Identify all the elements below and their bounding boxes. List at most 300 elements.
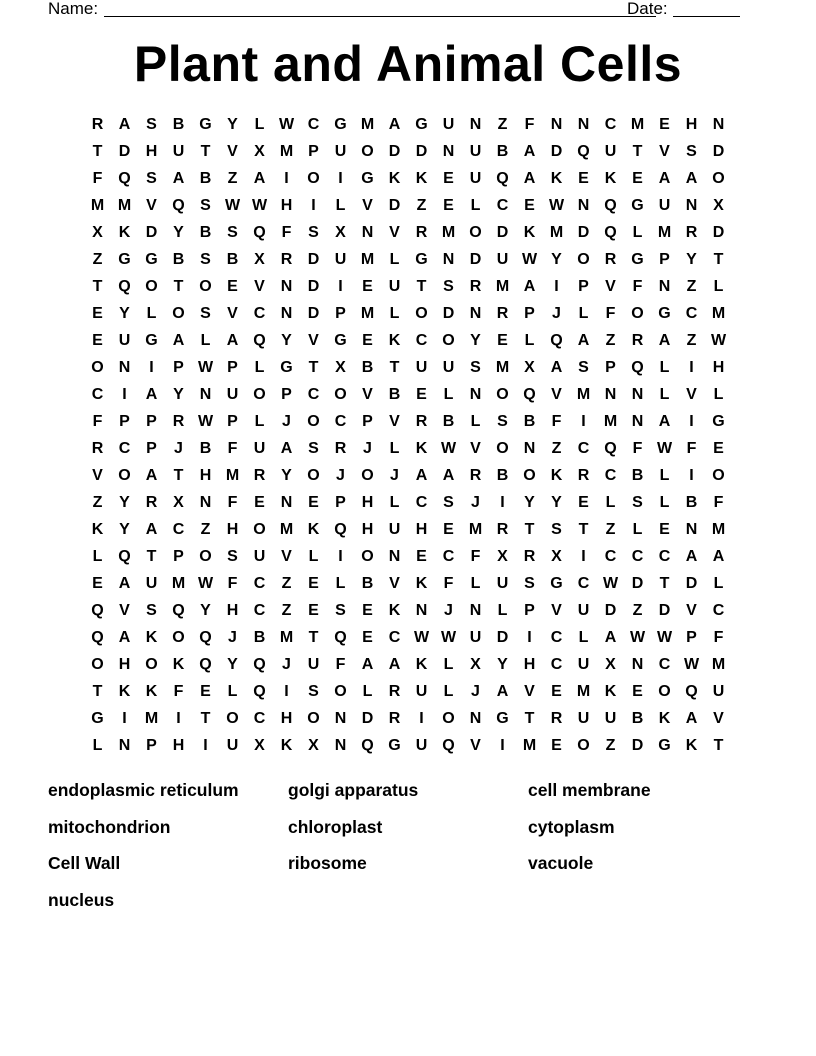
grid-letter[interactable]: A [523,278,536,295]
grid-letter[interactable]: Y [119,494,130,511]
grid-letter[interactable]: T [659,575,670,592]
grid-letter[interactable]: F [92,413,103,430]
grid-letter[interactable]: N [334,710,347,727]
grid-letter[interactable]: K [280,737,293,754]
grid-letter[interactable]: N [442,143,455,160]
grid-letter[interactable]: M [279,143,294,160]
grid-letter[interactable]: J [471,683,480,700]
grid-letter[interactable]: B [199,224,212,241]
grid-letter[interactable]: U [415,683,428,700]
grid-letter[interactable]: M [603,413,618,430]
grid-letter[interactable]: N [577,197,590,214]
grid-letter[interactable]: V [605,278,616,295]
grid-letter[interactable]: H [712,359,725,376]
grid-letter[interactable]: K [604,683,617,700]
grid-letter[interactable]: G [118,251,131,268]
grid-letter[interactable]: O [712,467,725,484]
grid-letter[interactable]: E [659,116,670,133]
grid-letter[interactable]: A [523,170,536,187]
grid-letter[interactable]: F [227,494,238,511]
grid-letter[interactable]: M [711,656,726,673]
grid-letter[interactable]: P [281,386,292,403]
grid-letter[interactable]: L [578,305,589,322]
grid-letter[interactable]: O [118,467,131,484]
grid-letter[interactable]: F [335,656,346,673]
grid-letter[interactable]: V [389,224,400,241]
grid-letter[interactable]: I [689,467,694,484]
grid-letter[interactable]: A [442,467,455,484]
grid-letter[interactable]: D [658,602,671,619]
grid-letter[interactable]: C [307,116,320,133]
grid-letter[interactable]: L [146,305,157,322]
grid-letter[interactable]: N [442,251,455,268]
grid-letter[interactable]: Q [631,359,644,376]
grid-letter[interactable]: R [334,440,347,457]
grid-letter[interactable]: K [523,224,536,241]
grid-letter[interactable]: J [390,467,399,484]
grid-letter[interactable]: J [363,440,372,457]
grid-letter[interactable]: N [523,440,536,457]
grid-letter[interactable]: V [470,737,481,754]
grid-letter[interactable]: N [361,224,374,241]
grid-letter[interactable]: G [712,413,725,430]
grid-letter[interactable]: H [280,197,293,214]
grid-letter[interactable]: N [280,278,293,295]
grid-letter[interactable]: I [554,278,559,295]
grid-letter[interactable]: L [200,332,211,349]
grid-letter[interactable]: H [280,710,293,727]
grid-letter[interactable]: Z [686,332,697,349]
grid-letter[interactable]: E [659,521,670,538]
grid-letter[interactable]: S [308,224,319,241]
grid-letter[interactable]: L [632,521,643,538]
grid-letter[interactable]: Z [605,521,616,538]
grid-letter[interactable]: A [685,548,698,565]
grid-letter[interactable]: G [334,116,347,133]
grid-letter[interactable]: W [656,629,673,646]
grid-letter[interactable]: Y [200,602,211,619]
grid-letter[interactable]: K [307,521,320,538]
grid-letter[interactable]: H [226,521,239,538]
grid-letter[interactable]: I [581,548,586,565]
grid-letter[interactable]: F [551,413,562,430]
grid-letter[interactable]: S [443,278,454,295]
grid-letter[interactable]: E [578,494,589,511]
grid-letter[interactable]: G [388,737,401,754]
grid-letter[interactable]: Y [470,332,481,349]
grid-letter[interactable]: F [443,575,454,592]
grid-letter[interactable]: P [524,305,535,322]
grid-letter[interactable]: X [254,251,265,268]
grid-letter[interactable]: Z [605,332,616,349]
grid-letter[interactable]: G [145,251,158,268]
grid-letter[interactable]: X [335,224,346,241]
grid-letter[interactable]: N [712,116,725,133]
grid-letter[interactable]: J [282,656,291,673]
grid-letter[interactable]: D [604,602,617,619]
grid-letter[interactable]: A [280,440,293,457]
grid-letter[interactable]: I [527,629,532,646]
grid-letter[interactable]: N [550,116,563,133]
grid-letter[interactable]: X [254,143,265,160]
grid-letter[interactable]: C [307,386,320,403]
grid-letter[interactable]: V [254,278,265,295]
grid-letter[interactable]: Y [227,656,238,673]
grid-letter[interactable]: I [149,359,154,376]
grid-letter[interactable]: C [334,413,347,430]
grid-letter[interactable]: F [173,683,184,700]
grid-letter[interactable]: N [118,359,131,376]
grid-letter[interactable]: Q [442,737,455,754]
grid-letter[interactable]: O [442,710,455,727]
grid-letter[interactable]: Q [523,386,536,403]
grid-letter[interactable]: M [441,224,456,241]
grid-letter[interactable]: V [524,683,535,700]
grid-letter[interactable]: C [496,197,509,214]
grid-letter[interactable]: G [496,710,509,727]
grid-letter[interactable]: V [389,413,400,430]
grid-letter[interactable]: U [388,521,401,538]
grid-letter[interactable]: L [389,305,400,322]
grid-letter[interactable]: W [548,197,565,214]
grid-letter[interactable]: C [442,548,455,565]
grid-letter[interactable]: I [338,278,343,295]
grid-letter[interactable]: A [118,116,131,133]
grid-letter[interactable]: E [632,683,643,700]
grid-letter[interactable]: I [500,737,505,754]
grid-letter[interactable]: W [278,116,295,133]
grid-letter[interactable]: U [442,116,455,133]
grid-letter[interactable]: S [470,359,481,376]
grid-letter[interactable]: B [199,440,212,457]
grid-letter[interactable]: A [118,575,131,592]
grid-letter[interactable]: P [119,413,130,430]
grid-letter[interactable]: B [496,467,509,484]
grid-letter[interactable]: V [227,305,238,322]
grid-letter[interactable]: S [200,305,211,322]
grid-letter[interactable]: D [415,143,428,160]
grid-letter[interactable]: F [632,278,643,295]
grid-letter[interactable]: B [361,359,374,376]
grid-letter[interactable]: E [227,278,238,295]
grid-letter[interactable]: W [197,575,214,592]
grid-letter[interactable]: O [712,170,725,187]
grid-letter[interactable]: N [118,737,131,754]
date-blank-line[interactable] [673,16,740,17]
grid-letter[interactable]: S [497,413,508,430]
grid-letter[interactable]: V [92,467,103,484]
grid-letter[interactable]: L [335,197,346,214]
grid-letter[interactable]: F [524,116,535,133]
grid-letter[interactable]: I [419,710,424,727]
grid-letter[interactable]: X [173,494,184,511]
grid-letter[interactable]: T [173,467,184,484]
grid-letter[interactable]: D [388,143,401,160]
grid-letter[interactable]: Q [604,440,617,457]
grid-letter[interactable]: Q [199,656,212,673]
grid-letter[interactable]: J [282,413,291,430]
grid-letter[interactable]: L [524,332,535,349]
grid-letter[interactable]: Y [173,386,184,403]
grid-letter[interactable]: Y [686,251,697,268]
grid-letter[interactable]: K [388,170,401,187]
grid-letter[interactable]: P [578,278,589,295]
grid-letter[interactable]: V [389,575,400,592]
grid-letter[interactable]: L [470,575,481,592]
grid-letter[interactable]: R [631,332,644,349]
grid-letter[interactable]: O [91,656,104,673]
grid-letter[interactable]: Z [551,440,562,457]
grid-letter[interactable]: L [389,440,400,457]
grid-letter[interactable]: Y [119,521,130,538]
grid-letter[interactable]: U [334,251,347,268]
grid-letter[interactable]: G [145,332,158,349]
grid-letter[interactable]: A [577,332,590,349]
grid-letter[interactable]: U [415,737,428,754]
grid-letter[interactable]: C [253,305,266,322]
grid-letter[interactable]: U [226,737,239,754]
grid-letter[interactable]: E [443,170,454,187]
grid-letter[interactable]: E [551,683,562,700]
grid-letter[interactable]: N [280,305,293,322]
grid-letter[interactable]: H [361,521,374,538]
grid-letter[interactable]: B [496,143,509,160]
grid-letter[interactable]: P [335,305,346,322]
grid-letter[interactable]: B [388,386,401,403]
grid-letter[interactable]: K [415,170,428,187]
grid-letter[interactable]: O [199,278,212,295]
grid-letter[interactable]: I [203,737,208,754]
grid-letter[interactable]: O [307,710,320,727]
grid-letter[interactable]: X [92,224,103,241]
grid-letter[interactable]: G [658,737,671,754]
grid-letter[interactable]: M [90,197,105,214]
grid-letter[interactable]: U [658,197,671,214]
name-blank-line[interactable] [104,16,656,17]
grid-letter[interactable]: P [524,602,535,619]
grid-letter[interactable]: L [578,629,589,646]
grid-letter[interactable]: L [659,494,670,511]
grid-letter[interactable]: R [253,467,266,484]
grid-letter[interactable]: I [581,413,586,430]
grid-letter[interactable]: P [146,737,157,754]
grid-letter[interactable]: I [500,494,505,511]
grid-letter[interactable]: X [335,359,346,376]
grid-letter[interactable]: P [659,251,670,268]
grid-letter[interactable]: U [496,251,509,268]
grid-letter[interactable]: L [659,359,670,376]
grid-letter[interactable]: B [685,494,698,511]
grid-letter[interactable]: R [496,305,509,322]
grid-letter[interactable]: Q [199,629,212,646]
grid-letter[interactable]: M [225,467,240,484]
grid-letter[interactable]: T [308,629,319,646]
grid-letter[interactable]: T [200,710,211,727]
grid-letter[interactable]: E [308,602,319,619]
grid-letter[interactable]: X [254,737,265,754]
grid-letter[interactable]: J [228,629,237,646]
grid-letter[interactable]: S [443,494,454,511]
grid-letter[interactable]: D [685,575,698,592]
grid-letter[interactable]: X [605,656,616,673]
grid-letter[interactable]: L [497,602,508,619]
grid-letter[interactable]: O [172,629,185,646]
grid-letter[interactable]: M [576,683,591,700]
grid-letter[interactable]: K [604,170,617,187]
grid-letter[interactable]: U [307,656,320,673]
grid-letter[interactable]: K [388,602,401,619]
grid-letter[interactable]: K [145,629,158,646]
grid-letter[interactable]: L [254,116,265,133]
grid-letter[interactable]: Q [253,224,266,241]
grid-letter[interactable]: K [388,332,401,349]
grid-letter[interactable]: W [602,575,619,592]
grid-letter[interactable]: A [145,386,158,403]
grid-letter[interactable]: R [280,251,293,268]
grid-letter[interactable]: P [686,629,697,646]
grid-letter[interactable]: A [685,170,698,187]
grid-letter[interactable]: U [604,710,617,727]
grid-letter[interactable]: C [712,602,725,619]
grid-letter[interactable]: L [443,386,454,403]
grid-letter[interactable]: M [144,710,159,727]
grid-letter[interactable]: U [469,629,482,646]
grid-letter[interactable]: G [91,710,104,727]
grid-letter[interactable]: Q [253,656,266,673]
grid-letter[interactable]: V [362,197,373,214]
grid-letter[interactable]: B [631,467,644,484]
grid-letter[interactable]: C [415,494,428,511]
grid-letter[interactable]: R [145,494,158,511]
grid-letter[interactable]: A [604,629,617,646]
grid-letter[interactable]: D [550,143,563,160]
grid-letter[interactable]: K [415,575,428,592]
grid-letter[interactable]: A [145,467,158,484]
grid-letter[interactable]: J [552,305,561,322]
grid-letter[interactable]: E [92,305,103,322]
grid-letter[interactable]: R [550,710,563,727]
grid-letter[interactable]: O [199,548,212,565]
grid-letter[interactable]: U [118,332,131,349]
grid-letter[interactable]: Z [227,170,238,187]
grid-letter[interactable]: U [442,359,455,376]
grid-letter[interactable]: L [389,494,400,511]
grid-letter[interactable]: O [253,386,266,403]
grid-letter[interactable]: O [496,440,509,457]
grid-letter[interactable]: D [631,737,644,754]
grid-letter[interactable]: O [334,386,347,403]
grid-letter[interactable]: N [685,197,698,214]
grid-letter[interactable]: G [550,575,563,592]
grid-letter[interactable]: D [307,305,320,322]
grid-letter[interactable]: Y [281,467,292,484]
grid-letter[interactable]: K [415,440,428,457]
grid-letter[interactable]: A [685,710,698,727]
grid-letter[interactable]: D [118,143,131,160]
grid-letter[interactable]: G [631,197,644,214]
grid-letter[interactable]: Z [686,278,697,295]
grid-letter[interactable]: G [658,305,671,322]
grid-letter[interactable]: E [362,332,373,349]
grid-letter[interactable]: W [656,440,673,457]
grid-letter[interactable]: F [632,440,643,457]
grid-letter[interactable]: D [631,575,644,592]
grid-letter[interactable]: U [469,143,482,160]
grid-letter[interactable]: S [524,575,535,592]
grid-letter[interactable]: A [658,332,671,349]
grid-letter[interactable]: J [471,494,480,511]
grid-letter[interactable]: C [685,305,698,322]
grid-letter[interactable]: V [713,710,724,727]
grid-letter[interactable]: A [712,548,725,565]
grid-letter[interactable]: U [496,575,509,592]
grid-letter[interactable]: H [172,737,185,754]
grid-letter[interactable]: R [577,467,590,484]
grid-letter[interactable]: O [145,656,158,673]
grid-letter[interactable]: X [497,548,508,565]
grid-letter[interactable]: L [443,656,454,673]
grid-letter[interactable]: O [658,683,671,700]
grid-letter[interactable]: Z [281,575,292,592]
grid-letter[interactable]: N [631,386,644,403]
grid-letter[interactable]: T [578,521,589,538]
grid-letter[interactable]: F [713,629,724,646]
grid-letter[interactable]: M [171,575,186,592]
grid-letter[interactable]: Q [550,332,563,349]
grid-letter[interactable]: C [172,521,185,538]
grid-letter[interactable]: T [146,548,157,565]
grid-letter[interactable]: N [658,278,671,295]
grid-letter[interactable]: S [227,224,238,241]
grid-letter[interactable]: L [443,683,454,700]
grid-letter[interactable]: Y [497,656,508,673]
grid-letter[interactable]: Q [118,170,131,187]
grid-letter[interactable]: E [443,197,454,214]
grid-letter[interactable]: P [173,359,184,376]
grid-letter[interactable]: I [176,710,181,727]
grid-letter[interactable]: O [172,305,185,322]
grid-letter[interactable]: O [577,251,590,268]
grid-letter[interactable]: K [118,224,131,241]
grid-letter[interactable]: M [279,629,294,646]
grid-letter[interactable]: S [146,602,157,619]
grid-letter[interactable]: R [415,224,428,241]
grid-letter[interactable]: S [146,170,157,187]
grid-letter[interactable]: D [388,197,401,214]
grid-letter[interactable]: Q [91,602,104,619]
grid-letter[interactable]: U [253,440,266,457]
grid-letter[interactable]: P [362,413,373,430]
grid-letter[interactable]: G [334,332,347,349]
grid-letter[interactable]: B [199,170,212,187]
grid-letter[interactable]: T [713,737,724,754]
grid-letter[interactable]: U [226,386,239,403]
grid-letter[interactable]: C [631,548,644,565]
grid-letter[interactable]: E [632,170,643,187]
grid-letter[interactable]: F [713,494,724,511]
grid-letter[interactable]: I [122,386,127,403]
grid-letter[interactable]: E [416,386,427,403]
grid-letter[interactable]: A [172,332,185,349]
grid-letter[interactable]: B [523,413,536,430]
grid-letter[interactable]: U [172,143,185,160]
grid-letter[interactable]: T [200,143,211,160]
grid-letter[interactable]: Z [200,521,211,538]
grid-letter[interactable]: G [415,251,428,268]
grid-letter[interactable]: M [549,224,564,241]
grid-letter[interactable]: Z [281,602,292,619]
grid-letter[interactable]: A [253,170,266,187]
